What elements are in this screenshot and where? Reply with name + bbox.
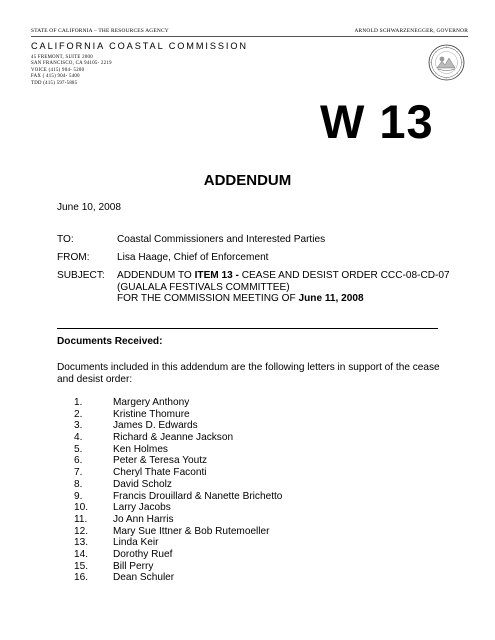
list-item-name: James D. Edwards xyxy=(113,420,198,432)
list-item xyxy=(74,420,282,432)
list-item-name: Cheryl Thate Faconti xyxy=(113,467,207,479)
from-label: FROM: xyxy=(57,252,90,263)
phone-fax: FAX ( 415) 904- 5400 xyxy=(31,74,80,80)
list-item xyxy=(74,479,282,491)
list-item xyxy=(74,432,282,444)
list-item xyxy=(74,526,282,538)
letterhead-divider xyxy=(31,36,468,37)
letterhead-top-line xyxy=(31,28,468,34)
commission-name: CALIFORNIA COASTAL COMMISSION xyxy=(31,41,248,51)
documents-heading: Documents Received: xyxy=(57,336,163,347)
subject-line-3 xyxy=(117,293,364,305)
subject-label: SUBJECT: xyxy=(57,270,105,281)
agency-name: STATE OF CALIFORNIA – THE RESOURCES AGENCY xyxy=(31,28,169,34)
list-item-name: Margery Anthony xyxy=(113,397,190,408)
list-item-number: 7. xyxy=(74,467,83,479)
section-divider xyxy=(57,328,438,329)
subject-meeting-prefix: FOR THE COMMISSION MEETING OF xyxy=(117,293,299,304)
list-item-name: Larry Jacobs xyxy=(113,502,171,514)
letters-list xyxy=(74,397,282,584)
list-item-number: 16. xyxy=(74,572,89,584)
list-item xyxy=(74,467,282,479)
list-item-number: 8. xyxy=(74,478,83,490)
list-item-name: Bill Perry xyxy=(113,560,154,572)
address-line: 45 FREMONT, SUITE 2000 xyxy=(31,55,93,60)
list-item-name: Jo Ann Harris xyxy=(113,513,174,525)
list-item-number: 9. xyxy=(74,490,83,502)
address-line: SAN FRANCISCO, CA 94105- 2219 xyxy=(31,61,112,67)
list-item-name: Francis Drouillard & Nanette Brichetto xyxy=(113,490,283,502)
list-item-name: Dean Schuler xyxy=(113,572,175,584)
list-item-number: 3. xyxy=(74,420,83,432)
list-item xyxy=(74,455,282,467)
list-item-number: 13. xyxy=(74,537,89,549)
subject-rest: CEASE AND DESIST ORDER CCC-08-CD-07 xyxy=(238,270,450,281)
list-item-number: 10. xyxy=(74,502,89,514)
list-item xyxy=(74,514,282,526)
from-value: Lisa Haage, Chief of Enforcement xyxy=(117,252,269,263)
to-label: TO: xyxy=(57,234,74,245)
list-item xyxy=(74,444,282,456)
list-item xyxy=(74,549,282,561)
subject-line-1 xyxy=(117,270,450,282)
list-item-name: Mary Sue Ittner & Bob Rutemoeller xyxy=(113,525,270,537)
document-title: ADDENDUM xyxy=(203,172,292,189)
list-item xyxy=(74,572,282,584)
documents-intro: Documents included in this addendum are the following letters in support of the cease and desist order: xyxy=(57,362,440,385)
list-item-number: 6. xyxy=(74,455,83,467)
list-item-name: Ken Holmes xyxy=(113,443,168,455)
state-seal-icon xyxy=(428,44,465,81)
governor-name: ARNOLD SCHWARZENEGGER, GOVERNOR xyxy=(354,28,468,34)
phone-tdd: TDD (415) 597-5885 xyxy=(31,80,78,86)
list-item-number: 12. xyxy=(74,525,89,537)
list-item xyxy=(74,561,282,573)
list-item-number: 15. xyxy=(74,560,89,572)
subject-meeting-date: June 11, 2008 xyxy=(298,293,364,304)
list-item xyxy=(74,409,282,421)
subject-prefix: ADDENDUM TO xyxy=(117,270,195,281)
list-item-number: 2. xyxy=(74,408,83,420)
list-item xyxy=(74,397,282,409)
list-item xyxy=(74,537,282,549)
subject-line-2: (GUALALA FESTIVALS COMMITTEE) xyxy=(117,281,290,293)
list-item-number: 1. xyxy=(74,397,83,408)
list-item-name: Kristine Thomure xyxy=(113,408,190,420)
list-item xyxy=(74,491,282,503)
document-date: June 10, 2008 xyxy=(57,202,121,213)
list-item-name: Richard & Jeanne Jackson xyxy=(113,432,234,444)
agenda-item-number: W 13 xyxy=(320,95,434,148)
list-item-number: 14. xyxy=(74,548,89,560)
subject-item: ITEM 13 - xyxy=(194,270,239,281)
list-item-name: David Scholz xyxy=(113,478,172,490)
list-item-name: Dorothy Ruef xyxy=(113,548,173,560)
list-item-name: Peter & Teresa Youtz xyxy=(113,455,208,467)
list-item xyxy=(74,502,282,514)
list-item-name: Linda Keir xyxy=(113,537,159,549)
list-item-number: 5. xyxy=(74,443,83,455)
list-item-number: 11. xyxy=(74,513,88,525)
to-value: Coastal Commissioners and Interested Parties xyxy=(117,234,326,245)
phone-voice: VOICE (415) 904- 5200 xyxy=(31,67,85,73)
list-item-number: 4. xyxy=(74,432,83,444)
